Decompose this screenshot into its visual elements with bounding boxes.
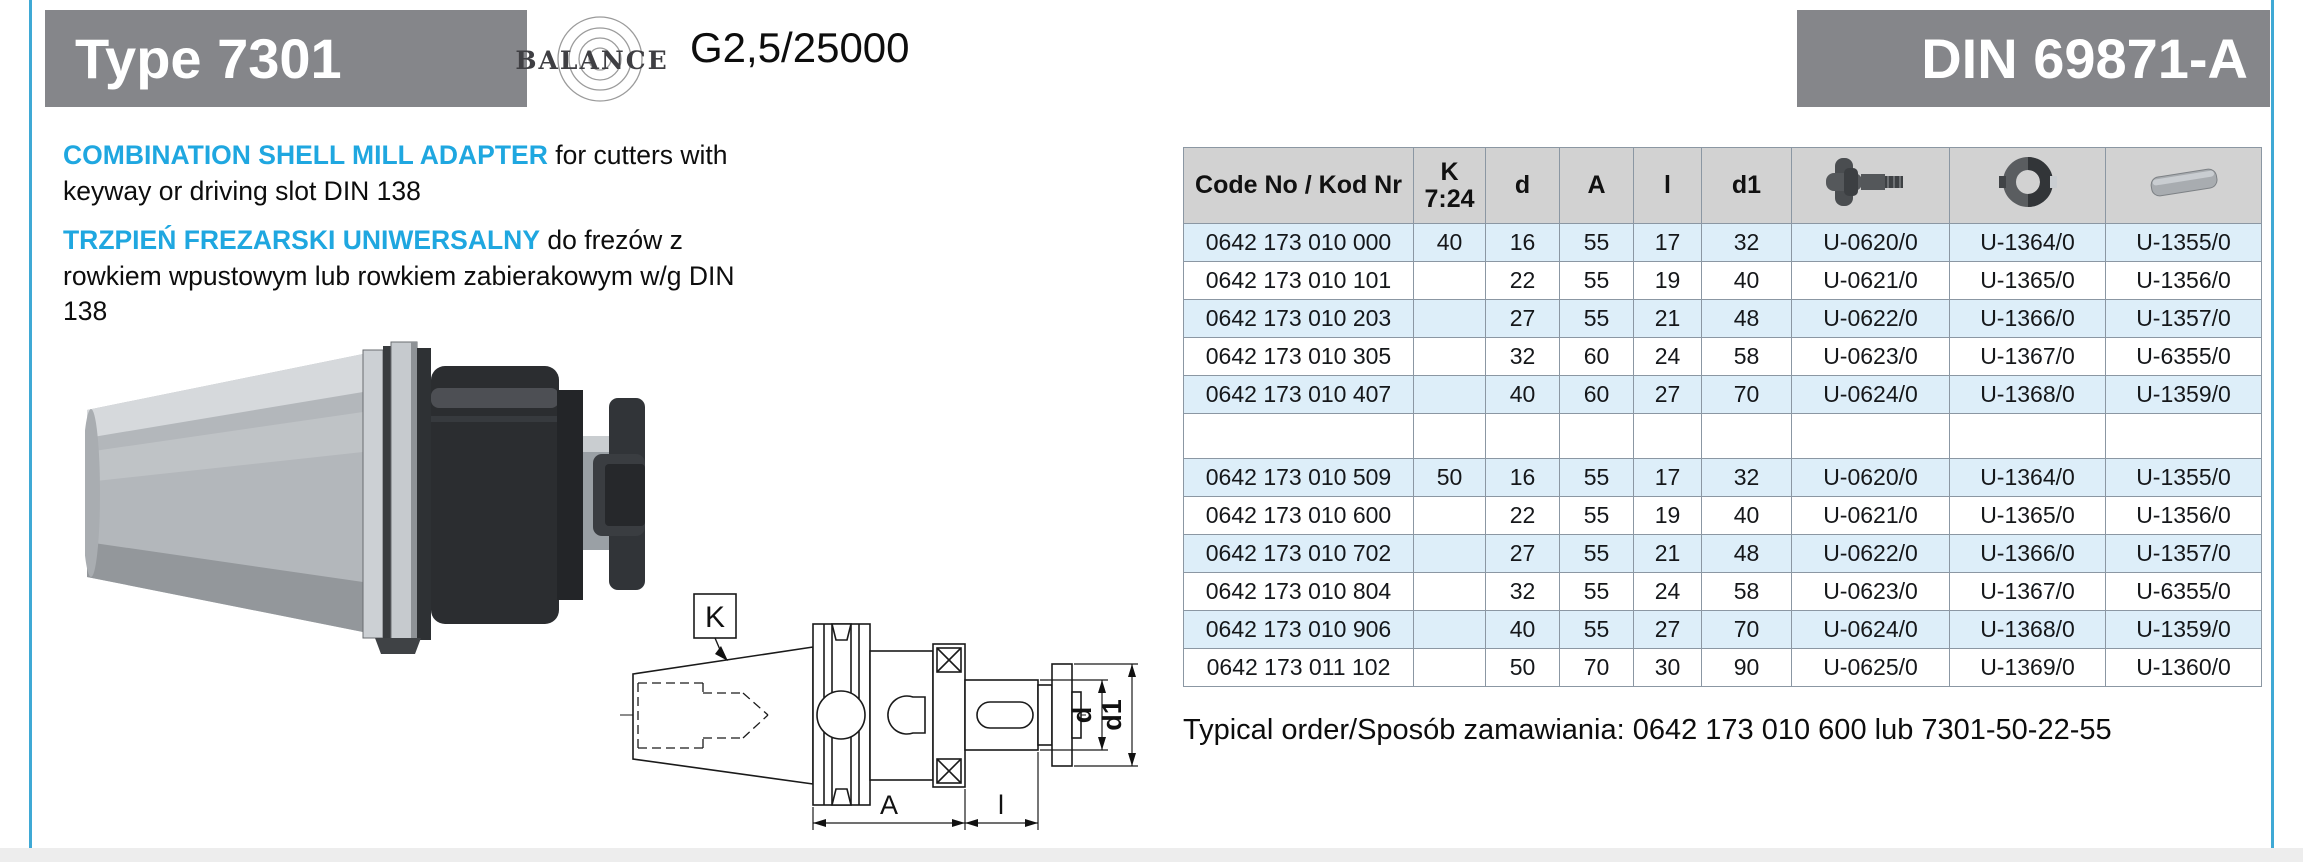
- spec-table-body: [1184, 224, 2262, 687]
- k-label: K: [704, 601, 726, 634]
- screw-code-cell: U-0625/0: [1792, 649, 1950, 687]
- description-en-title: COMBINATION SHELL MILL ADAPTER: [63, 140, 548, 170]
- d1-cell: 32: [1702, 224, 1792, 262]
- code-cell: 0642 173 011 102: [1184, 649, 1414, 687]
- code-cell: [1184, 414, 1414, 459]
- adapter-body: [431, 366, 583, 624]
- key-code-cell: U-6355/0: [2106, 573, 2262, 611]
- screw-code-cell: U-0623/0: [1792, 573, 1950, 611]
- table-row: [1184, 573, 2262, 611]
- table-row: [1184, 300, 2262, 338]
- d1-cell: 70: [1702, 611, 1792, 649]
- part-outline: [633, 624, 1081, 805]
- header-taper-key: [2106, 148, 2262, 224]
- d-cell: 32: [1486, 573, 1560, 611]
- code-cell: 0642 173 010 407: [1184, 376, 1414, 414]
- k-cell: [1414, 300, 1486, 338]
- k-cell: [1414, 611, 1486, 649]
- code-cell: 0642 173 010 101: [1184, 262, 1414, 300]
- a-cell: 55: [1560, 300, 1634, 338]
- ring-code-cell: U-1368/0: [1950, 611, 2106, 649]
- d-cell: 16: [1486, 459, 1560, 497]
- table-row: [1184, 459, 2262, 497]
- l-cell: 27: [1634, 611, 1702, 649]
- ring-code-cell: U-1367/0: [1950, 573, 2106, 611]
- dim-a-label: A: [879, 790, 899, 820]
- ring-code-cell: U-1364/0: [1950, 459, 2106, 497]
- d1-cell: 58: [1702, 573, 1792, 611]
- ring-code-cell: [1950, 414, 2106, 459]
- type-label: Type 7301: [75, 27, 342, 90]
- dim-l-label: l: [998, 790, 1004, 820]
- l-cell: 19: [1634, 262, 1702, 300]
- d1-cell: 48: [1702, 535, 1792, 573]
- d1-cell: 40: [1702, 262, 1792, 300]
- d-cell: 40: [1486, 376, 1560, 414]
- d-cell: 50: [1486, 649, 1560, 687]
- d1-cell: 48: [1702, 300, 1792, 338]
- table-row: [1184, 338, 2262, 376]
- screw-code-cell: [1792, 414, 1950, 459]
- header-d1: d1: [1702, 148, 1792, 224]
- k-cell: 40: [1414, 224, 1486, 262]
- l-cell: 17: [1634, 224, 1702, 262]
- table-row: [1184, 262, 2262, 300]
- l-cell: 24: [1634, 338, 1702, 376]
- a-cell: 60: [1560, 376, 1634, 414]
- ring-code-cell: U-1369/0: [1950, 649, 2106, 687]
- key-code-cell: U-1360/0: [2106, 649, 2262, 687]
- k-cell: [1414, 338, 1486, 376]
- d-cell: 22: [1486, 497, 1560, 535]
- code-cell: 0642 173 010 509: [1184, 459, 1414, 497]
- clamping-screw-icon: [1821, 154, 1921, 210]
- code-cell: 0642 173 010 906: [1184, 611, 1414, 649]
- key-code-cell: U-1355/0: [2106, 224, 2262, 262]
- header-d: d: [1486, 148, 1560, 224]
- screw-code-cell: U-0622/0: [1792, 300, 1950, 338]
- standard-label: DIN 69871-A: [1921, 27, 2248, 90]
- k-cell: [1414, 535, 1486, 573]
- key-code-cell: U-1356/0: [2106, 262, 2262, 300]
- header-code: Code No / Kod Nr: [1184, 148, 1414, 224]
- k-callout: [694, 594, 736, 661]
- d-cell: 32: [1486, 338, 1560, 376]
- key-code-cell: U-1355/0: [2106, 459, 2262, 497]
- screw-code-cell: U-0622/0: [1792, 535, 1950, 573]
- table-row: [1184, 535, 2262, 573]
- din-banner: [1797, 10, 2270, 107]
- screw-code-cell: U-0620/0: [1792, 224, 1950, 262]
- d-cell: 16: [1486, 224, 1560, 262]
- a-cell: 55: [1560, 224, 1634, 262]
- d1-cell: [1702, 414, 1792, 459]
- drive-ring-icon: [1988, 154, 2068, 210]
- d1-cell: 32: [1702, 459, 1792, 497]
- description-block: [63, 138, 768, 344]
- a-cell: 55: [1560, 262, 1634, 300]
- balance-logo: [512, 12, 682, 114]
- table-row: [1184, 649, 2262, 687]
- d-cell: [1486, 414, 1560, 459]
- a-cell: 70: [1560, 649, 1634, 687]
- ring-code-cell: U-1368/0: [1950, 376, 2106, 414]
- header-a: A: [1560, 148, 1634, 224]
- screw-code-cell: U-0621/0: [1792, 262, 1950, 300]
- l-cell: 21: [1634, 300, 1702, 338]
- screw-code-cell: U-0620/0: [1792, 459, 1950, 497]
- k-cell: 50: [1414, 459, 1486, 497]
- key-code-cell: U-6355/0: [2106, 338, 2262, 376]
- code-cell: 0642 173 010 600: [1184, 497, 1414, 535]
- key-code-cell: U-1356/0: [2106, 497, 2262, 535]
- flange-rings: [363, 342, 431, 654]
- l-cell: 30: [1634, 649, 1702, 687]
- d1-cell: 70: [1702, 376, 1792, 414]
- l-cell: 19: [1634, 497, 1702, 535]
- ring-code-cell: U-1364/0: [1950, 224, 2106, 262]
- technical-drawing: [608, 552, 1173, 857]
- key-code-cell: U-1359/0: [2106, 611, 2262, 649]
- key-code-cell: U-1359/0: [2106, 376, 2262, 414]
- code-cell: 0642 173 010 702: [1184, 535, 1414, 573]
- key-code-cell: [2106, 414, 2262, 459]
- typical-order-note: Typical order/Sposób zamawiania: 0642 173 010 600 lub 7301-50-22-55: [1183, 714, 2112, 746]
- table-row: [1184, 224, 2262, 262]
- header-k: K 7:24: [1414, 148, 1486, 224]
- k-cell: [1414, 573, 1486, 611]
- a-cell: 55: [1560, 535, 1634, 573]
- screw-code-cell: U-0624/0: [1792, 376, 1950, 414]
- a-cell: 55: [1560, 611, 1634, 649]
- balance-brand-text: BALANCE: [515, 46, 669, 75]
- ring-code-cell: U-1365/0: [1950, 497, 2106, 535]
- a-cell: 60: [1560, 338, 1634, 376]
- l-cell: [1634, 414, 1702, 459]
- description-pl-title: TRZPIEŃ FREZARSKI UNIWERSALNY: [63, 225, 540, 255]
- screw-code-cell: U-0623/0: [1792, 338, 1950, 376]
- table-row: [1184, 611, 2262, 649]
- l-cell: 27: [1634, 376, 1702, 414]
- l-cell: 21: [1634, 535, 1702, 573]
- k-cell: [1414, 649, 1486, 687]
- ring-code-cell: U-1366/0: [1950, 535, 2106, 573]
- balance-circles-icon: [512, 12, 682, 114]
- table-header-row: [1184, 148, 2262, 224]
- balance-grade: G2,5/25000: [690, 24, 910, 71]
- key-code-cell: U-1357/0: [2106, 300, 2262, 338]
- spec-table: [1183, 147, 2262, 687]
- d1-cell: 58: [1702, 338, 1792, 376]
- key-code-cell: U-1357/0: [2106, 535, 2262, 573]
- description-en: [63, 138, 768, 209]
- k-cell: [1414, 414, 1486, 459]
- screw-code-cell: U-0621/0: [1792, 497, 1950, 535]
- table-row: [1184, 497, 2262, 535]
- type-banner: [45, 10, 527, 107]
- header-clamping-screw: [1792, 148, 1950, 224]
- d-cell: 27: [1486, 535, 1560, 573]
- k-cell: [1414, 376, 1486, 414]
- d1-cell: 90: [1702, 649, 1792, 687]
- ring-code-cell: U-1366/0: [1950, 300, 2106, 338]
- code-cell: 0642 173 010 804: [1184, 573, 1414, 611]
- page-edge-line-right: [2271, 0, 2274, 862]
- code-cell: 0642 173 010 203: [1184, 300, 1414, 338]
- code-cell: 0642 173 010 000: [1184, 224, 1414, 262]
- header-l: l: [1634, 148, 1702, 224]
- a-cell: [1560, 414, 1634, 459]
- header-drive-ring: [1950, 148, 2106, 224]
- a-cell: 55: [1560, 497, 1634, 535]
- k-cell: [1414, 262, 1486, 300]
- k-cell: [1414, 497, 1486, 535]
- page-edge-line-left: [29, 0, 32, 862]
- table-row: [1184, 376, 2262, 414]
- taper-cone: [85, 354, 363, 632]
- d1-cell: 40: [1702, 497, 1792, 535]
- ring-code-cell: U-1367/0: [1950, 338, 2106, 376]
- d-cell: 27: [1486, 300, 1560, 338]
- description-pl: [63, 223, 768, 330]
- d-cell: 22: [1486, 262, 1560, 300]
- l-cell: 17: [1634, 459, 1702, 497]
- a-cell: 55: [1560, 459, 1634, 497]
- l-cell: 24: [1634, 573, 1702, 611]
- dim-d1-label: d1: [1097, 699, 1127, 731]
- dim-d-label: d: [1067, 706, 1097, 724]
- description-pl-text: do frezów z rowkiem wpustowym lub rowkiem zabierakowym w/g DIN 138: [63, 225, 735, 326]
- table-row: [1184, 414, 2262, 459]
- description-en-text: for cutters with keyway or driving slot DIN 138: [63, 140, 728, 206]
- product-photo: [85, 332, 645, 654]
- ring-code-cell: U-1365/0: [1950, 262, 2106, 300]
- d-cell: 40: [1486, 611, 1560, 649]
- code-cell: 0642 173 010 305: [1184, 338, 1414, 376]
- taper-key-icon: [2139, 157, 2229, 207]
- screw-code-cell: U-0624/0: [1792, 611, 1950, 649]
- a-cell: 55: [1560, 573, 1634, 611]
